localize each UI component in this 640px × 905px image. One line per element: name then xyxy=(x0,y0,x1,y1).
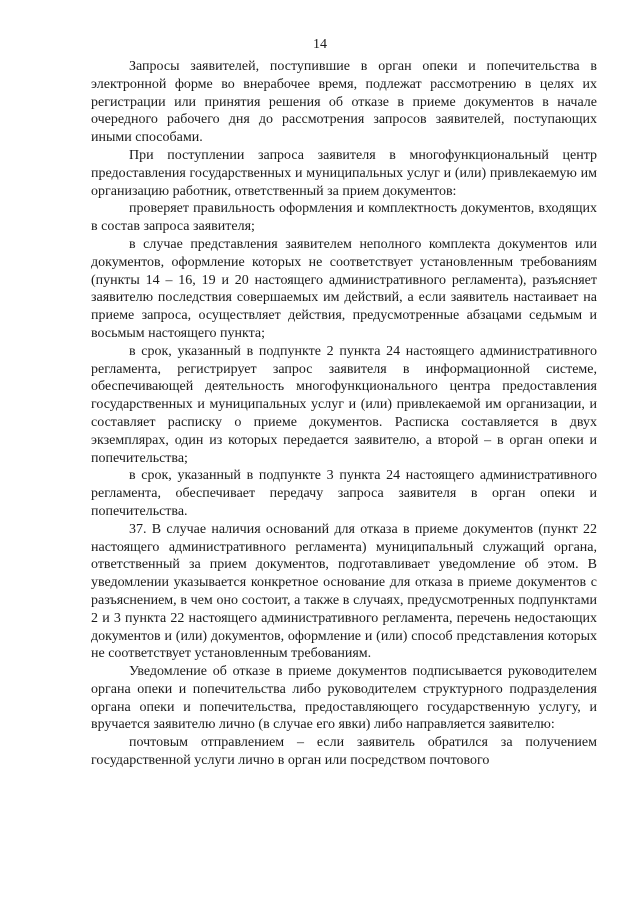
paragraph-register-request: в срок, указанный в подпункте 2 пункта 24 настоящего административного регламента, регистрирует запрос заявителя в информационной системе, обеспечивающей деятельность многофункционального центра предоставления государственных и муниципальных услуг и (или) привлекаемой им организации, и составляет расписку о приеме документов. Расписка составляется в двух экземплярах, один из которых передается заявителю, а второй – в орган опеки и попечительства; xyxy=(91,343,597,466)
document-body xyxy=(91,58,597,770)
page-number: 14 xyxy=(313,37,327,52)
paragraph-item-37: 37. В случае наличия оснований для отказа в приеме документов (пункт 22 настоящего административного регламента) муниципальный служащий органа, ответственный за прием документов, подготавливает уведомление об этом. В уведомлении указывается конкретное основание для отказа в приеме документов с разъяснением, в чем оно состоит, а также в случаях, предусмотренных подпунктами 2 и 3 пункта 22 настоящего административного регламента, перечень недостающих документов и (или) документов, оформление и (или) способ представления которых не соответствует установленным требованиям. xyxy=(91,521,597,662)
paragraph-mfc-intake: При поступлении запроса заявителя в многофункциональный центр предоставления государственных и муниципальных услуг и (или) привлекаемую им организацию работник, ответственный за прием документов: xyxy=(91,147,597,199)
paragraph-refusal-notice: Уведомление об отказе в приеме документов подписывается руководителем органа опеки и попечительства либо руководителем структурного подразделения органа опеки и попечительства, предоставляющего государственную услугу, и вручается заявителю лично (в случае его явки) либо направляется заявителю: xyxy=(91,664,597,733)
paragraph-transfer-request: в срок, указанный в подпункте 3 пункта 24 настоящего административного регламента, обеспечивает передачу запроса заявителя в орган опеки и попечительства. xyxy=(91,468,597,519)
paragraph-check-documents: проверяет правильность оформления и комплектность документов, входящих в состав запроса заявителя; xyxy=(91,201,597,235)
paragraph-electronic-requests: Запросы заявителей, поступившие в орган опеки и попечительства в электронной форме во внерабочее время, подлежат рассмотрению в целях их регистрации или принятия решения об отказе в приеме документов в начале очередного рабочего дня до рассмотрения запросов заявителей, поступающих иными способами. xyxy=(91,59,597,146)
paragraph-postal-delivery: почтовым отправлением – если заявитель обратился за получением государственной услуги лично в орган или посредством почтового xyxy=(91,735,597,769)
paragraph-incomplete-set: в случае представления заявителем неполного комплекта документов или документов, оформление которых не соответствует установленным требованиям (пункты 14 – 16, 19 и 20 настоящего административного регламента), разъясняет заявителю последствия совершаемых им действий, а если заявитель настаивает на приеме запроса, осуществляет действия, предусмотренные абзацами седьмым и восьмым настоящего пункта; xyxy=(91,236,597,341)
